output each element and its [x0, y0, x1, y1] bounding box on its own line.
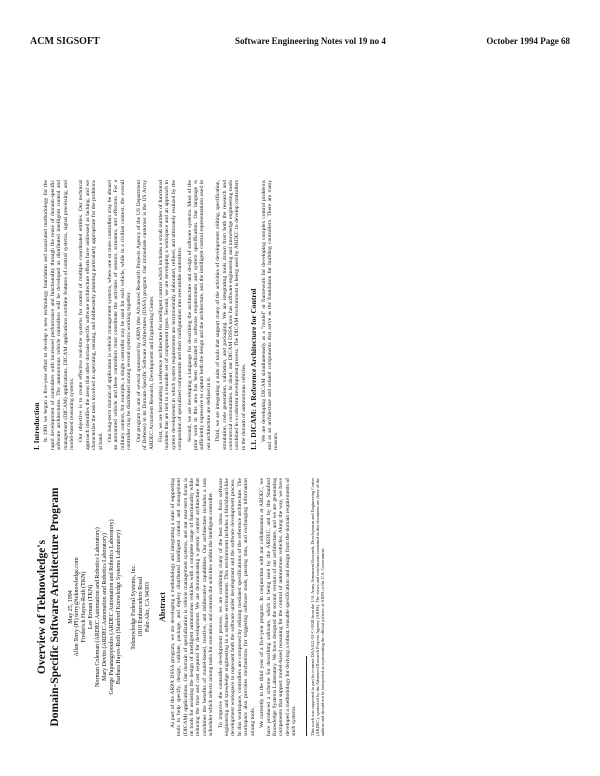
abstract-paragraph: To improve the controller development process, we are combining many of the best ideas from software engineering and knowledge engineering in a software environment. This environment includes a blackboard-like development workspace to represent both the software under development and the software development process. In this workspace, controllers are composed by refining mediated specifications of the reference architecture. The workspace also provides mechanisms for triggering software tools, passing data, and exchanging information among tools.	[217, 478, 256, 736]
abstract-paragraph: We currently in the third year of a five-year program. In conjunction with our collaborators at ARDEC, we have produced a scheme for describing software, which is being used by the ARDEC, and by the Stanford Knowledge Systems Laboratory. We have designed the second version of our architecture, and we are generating components that support model-based reasoning for the control of autonomous vehicles. Along the way, we have developed a methodology for deriving a robust, reusable specification and design from the domain requirements of such systems.	[259, 478, 298, 736]
intro-paragraph: Third, we are integrating a suite of tools that support many of the activities of development: editing, specification, simulation, code generation, validation, and packaging. We are integrating tools drawn from both the research and commercial communities. In short, our DICAM DSSA now has software engineering and knowledge engineering tools combined in a coherent development process. The DICAM environment is being used by ARDEC to develop controllers in the domain of autonomous vehicles.	[215, 180, 247, 450]
left-column	[30, 478, 570, 736]
author: Mary Devito (ARDEC Automation and Robotics Laboratory)	[102, 533, 109, 681]
abstract-paragraph: As part of the ARPA DSSA program, we are developing a methodology and integrating a suite of supporting tools to help specify, design, validate, package, and deploy distributed intelligent control and management (DICAM) applications. Our domain of specialization is vehicle management systems, and our near-term focus is on tools for assisting the design of intelligent autonomous vehicles with a complete range of functionality while reducing the time and cost required for development. We are demonstrating a generic control architecture that combines the benefits of model-based, reactive, and deliberative capabilities. Our architecture includes a task scheduler which selects among tasks for execution and controls the activities within the intelligent controller.	[169, 478, 215, 736]
author: Barbara Hayes-Roth (Stanford Knowledge Systems Laboratory)	[116, 529, 123, 685]
paper-date: May 25, 1994	[68, 590, 74, 624]
author: Lee Erman (TKN)	[88, 584, 95, 630]
intro-paragraph: In 1991 we began a five-year effort to develop a new technology foundation and associated methodology for the rapid development of controllers with increased performance and functionality through the reuse of domain-specific software architectures. The autonomous vehicle controllers will be developed as distributed intelligent control and management (DICAM) applications. DICAM applications combine features of control systems, signal processing, and model-based reasoning systems.	[43, 180, 76, 450]
intro-heading: I. Introduction	[32, 402, 41, 450]
intro-paragraph: First, we are formulating a reference architecture for intelligent control which includes a small number of functional modules that are tied to a reusable set of component types. Second, we are developing a workspace and an approach to system development in which system requirements are incrementally elaborated, refined, and ultimately realized by the composition of specialized components and their configuration into executable controllers.	[157, 180, 184, 450]
header-volume: Software Engineering Notes vol 19 no 4	[235, 36, 386, 46]
header-date-page: October 1994 Page 68	[486, 36, 570, 46]
rotated-page-body	[30, 60, 600, 736]
author-list	[74, 478, 123, 736]
author: George Papanagopoulos (ARDEC Automation and Robotics Laboratory)	[109, 519, 116, 695]
footnote-rule	[306, 656, 307, 736]
intro-paragraph: Our objective is to create effective real-time systems for control of multiple coordinated entities. Our technical approach identifies the areas that other domain-specific software architecture efforts have addressed as lacking, and we characterize the tasks involved in operating, sensing, and deliberately planning particularly appropriate for the problems at hand.	[78, 180, 104, 450]
author: Norman Coleman (ARDEC Automation and Robotics Laboratory)	[95, 527, 102, 687]
footnote: This work was supported in part by contract DAAA21-92-C-0028 from the U.S. Army Armament Research, Development and Engineering Center (ARDEC), sponsored by the Advanced Research Projects Agency (ARPA). The views and conclusions contained in this document are those of the authors and should not be interpreted as representing the official policies of ARPA or the U.S. Government.	[309, 478, 325, 736]
intro-paragraph: Our long-term domain of application is vehicle management systems, where one or more controllers may be aboard an unmanned vehicle and these controllers must coordinate the activities of sensors, actuators, and effectors. For a military context, for example, a single controller may be used for each vehicle, while in a civilian context, the overall controller may be distributed among several systems working together.	[107, 180, 133, 450]
intro-paragraph: Second, we are developing a language for describing the architecture and design of software systems. Most of the prior work in this area has been dedicated to software requirements and system specification. Our language is sufficiently expressive to capture both the design and the architecture, and the intelligent control representations used in our architecture are defined in it.	[186, 180, 212, 450]
paper-title: Overview of Teknowledge's Domain-Specific Software Architecture Program	[36, 487, 61, 727]
affiliation: Teknowledge Federal Systems, Inc. 1810 Embarcadero Road Palo Alto, CA 94303	[131, 564, 152, 650]
abstract-heading: Abstract	[158, 592, 168, 622]
author: Frederick Hayes-Roth (TKN)	[81, 571, 88, 643]
author: Allan Terry (PI) terry@teknowledge.com	[74, 557, 81, 657]
header-journal: ACM SIGSOFT	[30, 36, 100, 47]
right-column	[30, 180, 570, 450]
section-heading: I.1. DICAM: A Reference Architecture for Control	[249, 288, 259, 450]
intro-paragraph: Our program is one of several sponsored by ARPA (the Advanced Research Projects Agency of the US Department of Defense) in its Domain-Specific Software Architectures (DSSA) program. Our immediate customer is the US Army ARDEC Armament Research, Development and Engineering Center.	[135, 180, 155, 450]
title-block	[36, 478, 152, 736]
section-paragraph: We are developing DICAM simultaneously as a "model" or framework for developing complex control problems and as an architecture and related components that serve as the foundation for building controllers. There are many reasons.	[260, 180, 280, 450]
